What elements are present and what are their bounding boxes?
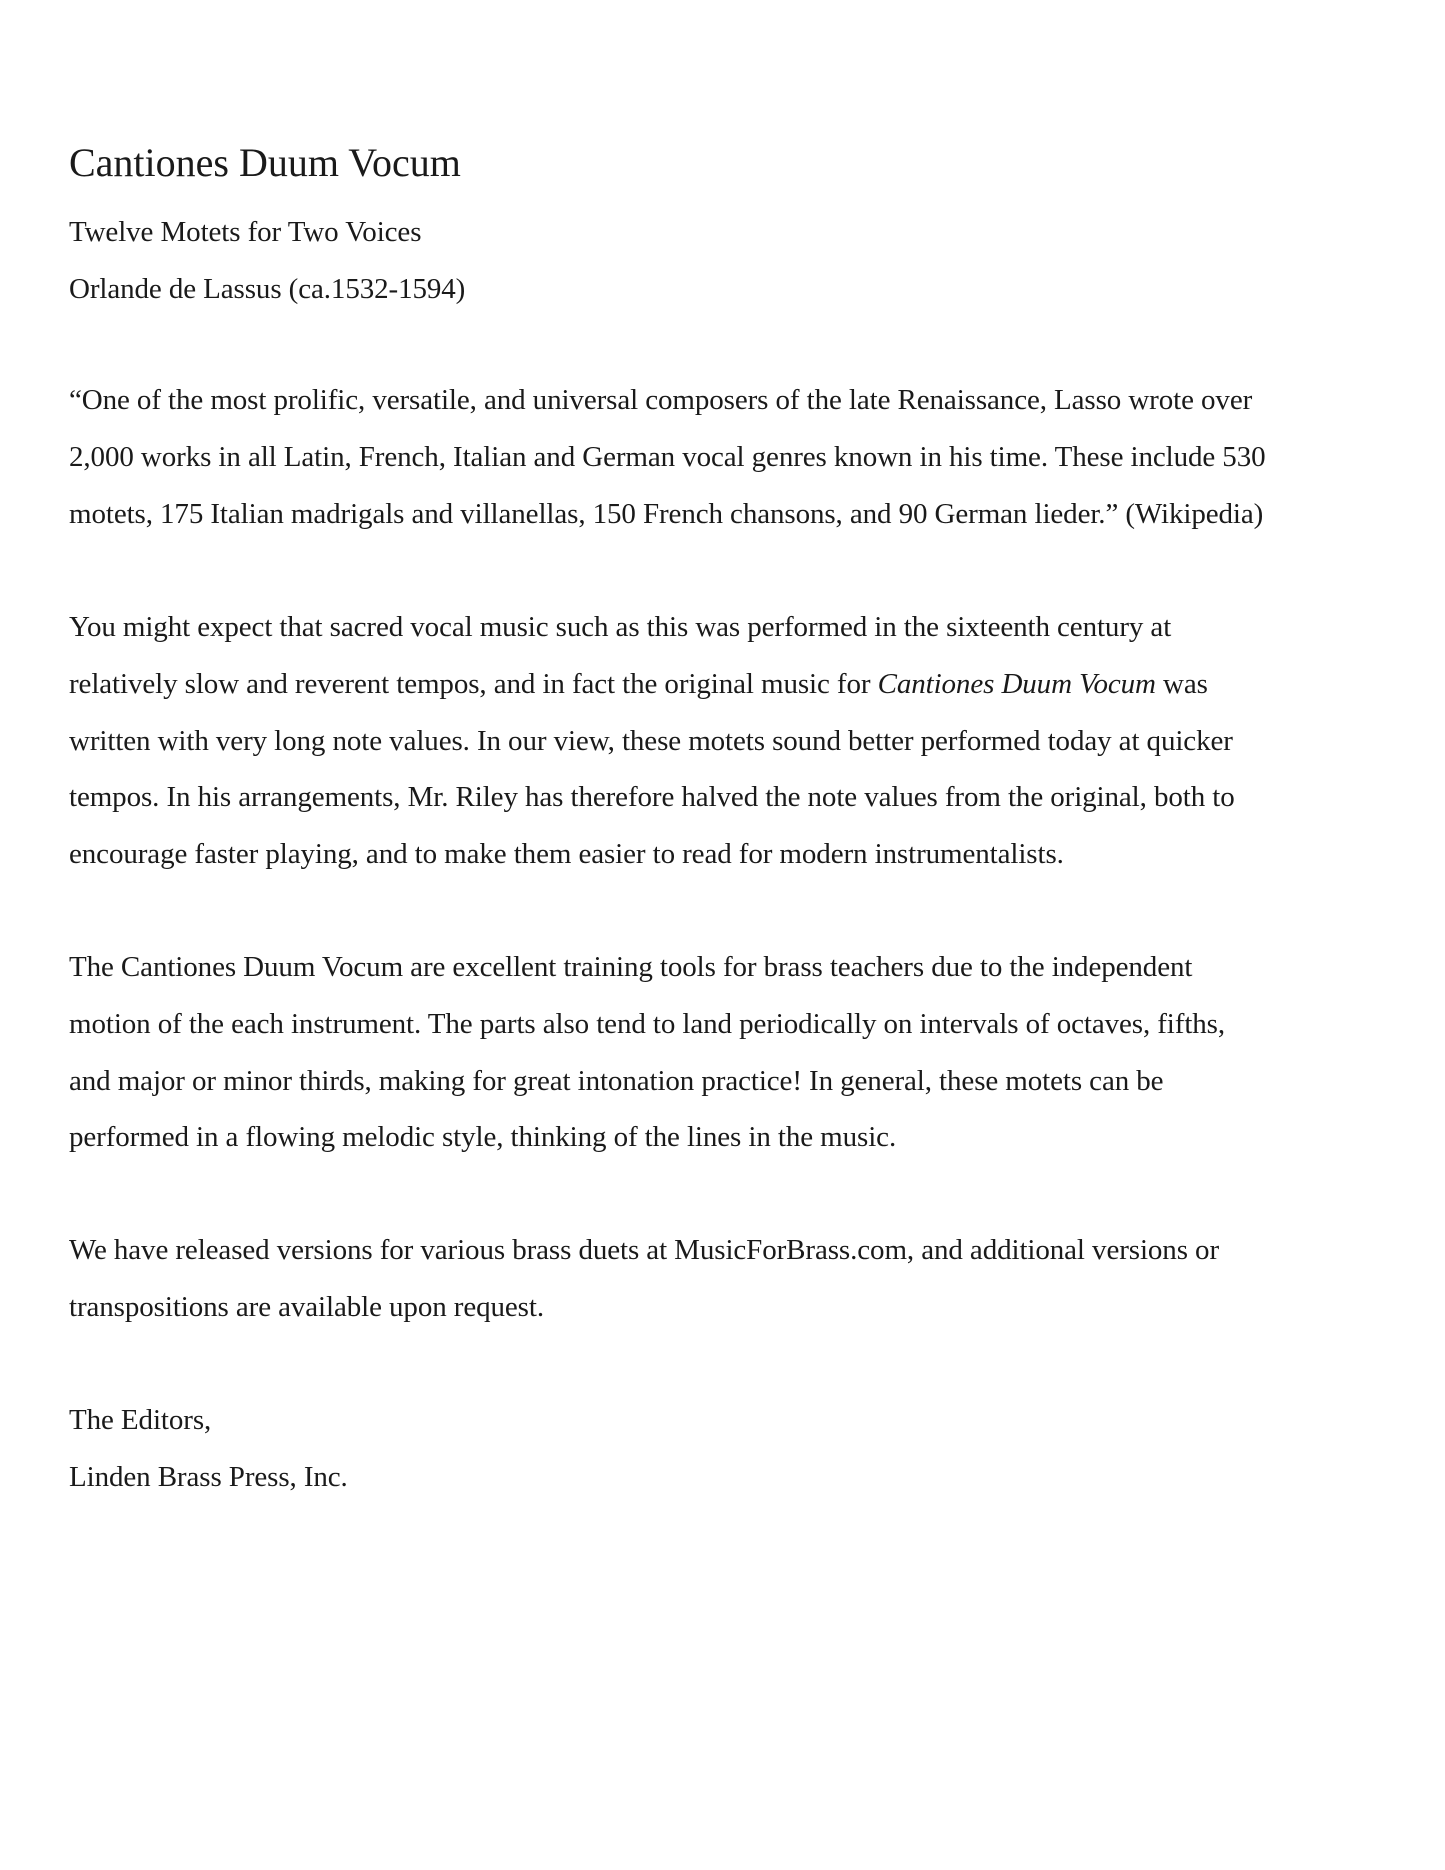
paragraph-line: transpositions are available upon request.: [69, 1291, 544, 1323]
line-text: relatively slow and reverent tempos, and in fact the original music for: [69, 668, 878, 700]
paragraph-line: “One of the most prolific, versatile, and universal composers of the late Renaissance, Lasso wrote over: [69, 384, 1253, 416]
paragraph-line: encourage faster playing, and to make them easier to read for modern instrumentalists.: [69, 838, 1064, 870]
signoff-publisher: Linden Brass Press, Inc.: [69, 1461, 348, 1493]
paragraph-line: tempos. In his arrangements, Mr. Riley has therefore halved the note values from the original, both to: [69, 781, 1235, 813]
paragraph-line: written with very long note values. In our view, these motets sound better performed today at quicker: [69, 725, 1233, 757]
paragraph-line-with-italic: [69, 664, 1208, 704]
paragraph-line: motets, 175 Italian madrigals and villanellas, 150 French chansons, and 90 German lieder.” (Wikipedia): [69, 498, 1264, 530]
signoff-editors: The Editors,: [69, 1404, 212, 1436]
italic-work-title: Cantiones Duum Vocum: [877, 668, 1156, 700]
line-text: was: [1155, 668, 1208, 700]
paragraph-line: and major or minor thirds, making for great intonation practice! In general, these motets can be: [69, 1065, 1164, 1097]
paragraph-line: 2,000 works in all Latin, French, Italian and German vocal genres known in his time. These include 530: [69, 441, 1266, 473]
paragraph-line: The Cantiones Duum Vocum are excellent training tools for brass teachers due to the independent: [69, 951, 1193, 983]
paragraph-line: performed in a flowing melodic style, thinking of the lines in the music.: [69, 1121, 897, 1153]
paragraph-line: We have released versions for various brass duets at MusicForBrass.com, and additional versions or: [69, 1234, 1220, 1266]
paragraph-line: motion of the each instrument. The parts also tend to land periodically on intervals of octaves, fifths,: [69, 1008, 1226, 1040]
composer-line: Orlande de Lassus (ca.1532-1594): [69, 273, 466, 305]
document-subtitle: Twelve Motets for Two Voices: [69, 216, 422, 248]
document-title: Cantiones Duum Vocum: [69, 140, 461, 185]
paragraph-line: You might expect that sacred vocal music such as this was performed in the sixteenth century at: [69, 611, 1172, 643]
